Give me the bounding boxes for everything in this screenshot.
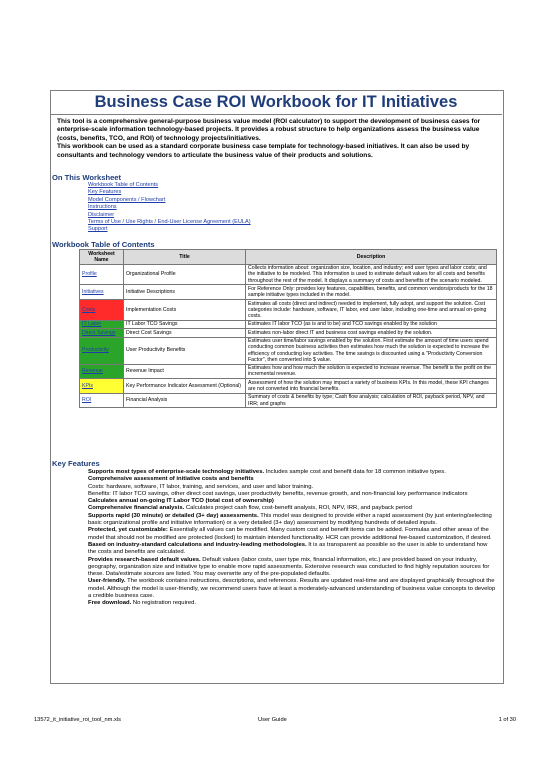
- link-instructions[interactable]: Instructions: [88, 204, 117, 211]
- key-feature-item: [88, 469, 496, 476]
- toc-worksheet-link[interactable]: ROI: [82, 397, 92, 404]
- key-feature-item: [88, 498, 496, 505]
- toc-header-worksheet: Worksheet Name: [80, 250, 124, 265]
- toc-worksheet-link[interactable]: Initiatives: [82, 289, 104, 296]
- key-feature-item: [88, 484, 496, 491]
- on-this-worksheet-links: [88, 182, 251, 234]
- key-feature-title: Calculates annual on-going IT Labor TCO (total cost of ownership): [88, 498, 274, 505]
- toc-description-cell: Estimates all costs (direct and indirect) needed to implement, fully adopt, and support the solution. Cost categories include: hardware, software, IT labor, end user labor, including one-time and annual on-going costs.: [246, 299, 497, 320]
- toc-worksheet-cell: [80, 320, 124, 328]
- footer-page-number: 1 of 30: [498, 717, 516, 723]
- toc-worksheet-link[interactable]: KPIs: [82, 382, 93, 389]
- toc-title-cell: IT Labor TCO Savings: [124, 320, 246, 328]
- toc-description-cell: Estimates how and how much the solution is expected to increase revenue. The benefit is the profit on the incremental revenue.: [246, 364, 497, 379]
- key-feature-text: Includes sample cost and benefit data for 18 common initiative types.: [264, 469, 446, 475]
- key-feature-text: Essentially all values can be modified. Many custom cost and benefit items can be added. Formulas and other areas of the model that should not be modified are protected (locked) to maintain intended functionality. HCR can provide additional fee-based customization, if desired.: [88, 527, 492, 541]
- key-feature-title: Comprehensive financial analysis.: [88, 505, 185, 512]
- toc-description-cell: Summary of costs & benefits by type; Cash flow analysis; calculation of ROI, payback period, NPV, and IRR; and graphs: [246, 393, 497, 408]
- toc-worksheet-cell: [80, 393, 124, 408]
- toc-title-cell: Revenue Impact: [124, 364, 246, 379]
- toc-row: [80, 299, 497, 320]
- key-feature-title: Supports rapid (30 minute) or detailed (3+ day) assessments.: [88, 512, 259, 519]
- toc-worksheet-link[interactable]: Productivity: [82, 347, 109, 354]
- link-key-features[interactable]: Key Features: [88, 189, 122, 196]
- key-feature-title: Free download.: [88, 600, 132, 607]
- toc-description-cell: Collects information about: organization size, location, and industry; end user types and labor costs; and the initiative to be modeled. This information is used to estimate default values for all costs and benefits throughout the rest of the model. It displays a summary of costs and benefits of the scenario modeled.: [246, 264, 497, 285]
- key-feature-text: Benefits: IT labor TCO savings, other direct cost savings, user productivity benefits, revenue growth, and non-financial key performance indicators: [88, 490, 468, 497]
- key-feature-text: Costs: hardware, software, IT labor, training, and services, and user and labor training.: [88, 483, 314, 490]
- toc-row: [80, 285, 497, 300]
- toc-title-cell: Implementation Costs: [124, 299, 246, 320]
- toc-description-cell: For Reference Only: provides key features, capabilities, benefits, and common vendors/products for the 18 sample initiative types included in the model.: [246, 285, 497, 300]
- intro-paragraph: This workbook can be used as a standard corporate business case template for technology-based initiatives. It can also be used by consultants and technology vendors to articulate the business value of their products and solutions.: [57, 143, 470, 159]
- toc-title-cell: Financial Analysis: [124, 393, 246, 408]
- toc-worksheet-link[interactable]: Costs: [82, 306, 96, 313]
- key-feature-item: [88, 491, 496, 498]
- key-feature-item: [88, 527, 496, 542]
- key-feature-title: Comprehensive assessment of initiative costs and benefits: [88, 476, 254, 483]
- toc-worksheet-link[interactable]: Revenue: [82, 368, 103, 375]
- intro-text: [57, 118, 497, 160]
- toc-worksheet-cell: [80, 364, 124, 379]
- key-feature-item: [88, 557, 496, 579]
- toc-worksheet-cell: [80, 299, 124, 320]
- key-feature-text: This model was designed to provide either a rapid assessment (by just entering/selecting basic organizational profile and initiative information) or a very detailed (3+ day) assessment by modifying hundreds of detailed inputs.: [88, 512, 492, 527]
- on-this-worksheet-heading: On This Worksheet: [52, 173, 122, 182]
- toc-worksheet-link[interactable]: Profile: [82, 271, 97, 278]
- key-feature-item: [88, 578, 496, 600]
- toc-header-title: Title: [124, 250, 246, 265]
- toc-row: [80, 264, 497, 285]
- page-title: Business Case ROI Workbook for IT Initiatives: [50, 90, 502, 115]
- link-model-components[interactable]: Model Components / Flowchart: [88, 196, 166, 203]
- key-feature-text: It is as transparent as possible so the user is able to understand how the costs and benefits are calculated.: [88, 541, 488, 556]
- key-feature-item: [88, 542, 496, 557]
- toc-description-cell: Estimates IT labor TCO (as is and to be) and TCO savings enabled by the solution: [246, 320, 497, 328]
- key-features-heading: Key Features: [52, 459, 100, 468]
- toc-description-cell: Estimates user time/labor savings enabled by the solution. First estimate the amount of time users spend conducting common business activities then estimates how much the solution is expected to increase the efficiency of conducting key activities. The time savings is discounted using a "Productivity Conversion Factor", then converted into $ value.: [246, 337, 497, 364]
- toc-row: [80, 379, 497, 394]
- toc-worksheet-link[interactable]: Direct Savings: [82, 329, 116, 336]
- toc-title-cell: User Productivity Benefits: [124, 337, 246, 364]
- toc-table: [79, 249, 497, 408]
- toc-title-cell: Organizational Profile: [124, 264, 246, 285]
- toc-header-row: [80, 250, 497, 265]
- key-feature-text: Default values (labor costs, user type mix, financial information, etc.) are provided based on your industry, geography, organization size and initiative type to enable more rapid assessments. Extensive research was conducted to find highly reputation sources for these. Data/estimate sources are listed. You may overwrite any of the pre-populated defaults.: [88, 556, 490, 578]
- key-feature-title: Based on industry-standard calculations and industry-leading methodologies.: [88, 541, 307, 548]
- link-terms-of-use[interactable]: Terms of Use / Use Rights / End-User License Agreement (EULA): [88, 219, 251, 226]
- toc-title-cell: Initiative Descriptions: [124, 285, 246, 300]
- link-disclaimer[interactable]: Disclaimer: [88, 211, 115, 218]
- key-feature-title: User-friendly.: [88, 578, 126, 585]
- toc-heading: Workbook Table of Contents: [52, 240, 155, 249]
- link-workbook-toc[interactable]: Workbook Table of Contents: [88, 182, 159, 188]
- intro-paragraph: This tool is a comprehensive general-purpose business value model (ROI calculator) to support the development of business cases for enterprise-scale information technology-based projects. It provides a robust structure to help organizations assess the business value (costs, benefits, TCO, and ROI) of technology projects/initiatives.: [57, 118, 481, 142]
- toc-worksheet-cell: [80, 329, 124, 337]
- key-features-list: [88, 469, 496, 608]
- toc-header-description: Description: [246, 250, 497, 265]
- toc-worksheet-cell: [80, 285, 124, 300]
- key-feature-item: [88, 505, 496, 512]
- toc-worksheet-link[interactable]: IT Labor: [82, 321, 102, 328]
- footer-filename: 13572_it_initiative_roi_tool_nm.xls: [34, 717, 121, 723]
- toc-worksheet-cell: [80, 264, 124, 285]
- toc-row: [80, 337, 497, 364]
- toc-title-cell: Direct Cost Savings: [124, 329, 246, 337]
- key-feature-text: No registration required.: [131, 600, 197, 607]
- toc-row: [80, 329, 497, 337]
- toc-title-cell: Key Performance Indicator Assessment (Optional): [124, 379, 246, 394]
- toc-body: [80, 264, 497, 408]
- key-feature-item: [88, 476, 496, 483]
- link-support[interactable]: Support: [88, 226, 108, 233]
- toc-worksheet-cell: [80, 337, 124, 364]
- key-feature-text: Calculates project cash flow, cost-benefit analysis, ROI, NPV, IRR, and payback period: [184, 505, 412, 512]
- toc-description-cell: Estimates non-labor direct IT and business cost savings enabled by the solution.: [246, 329, 497, 337]
- key-feature-item: [88, 600, 496, 607]
- key-feature-item: [88, 513, 496, 528]
- toc-row: [80, 393, 497, 408]
- toc-worksheet-cell: [80, 379, 124, 394]
- toc-description-cell: Assessment of how the solution may impact a variety of business KPIs. In this model, these KPI changes are not converted into financial benefits.: [246, 379, 497, 394]
- toc-row: [80, 320, 497, 328]
- key-feature-title: Supports most types of enterprise-scale technology initiatives.: [88, 469, 265, 475]
- key-feature-title: Protected, yet customizable:: [88, 527, 168, 534]
- toc-row: [80, 364, 497, 379]
- footer-center: User Guide: [258, 717, 287, 723]
- key-feature-text: The workbook contains instructions, descriptions, and references. Results are updated real-time and are displayed graphically throughout the model. Although the model is user-friendly, we recommend users have at least a moderately-advanced understanding of business value concepts to develop a credible business case.: [88, 578, 496, 600]
- key-feature-title: Provides research-based default values.: [88, 556, 201, 563]
